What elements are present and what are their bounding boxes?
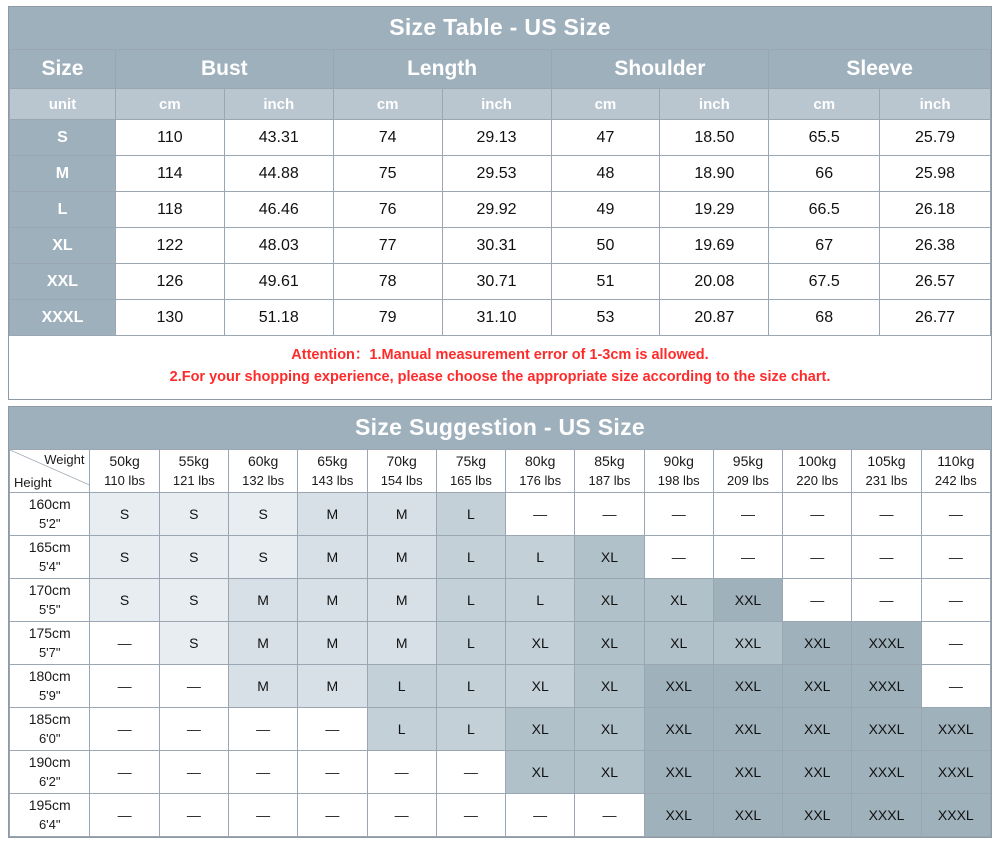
size-suggestion-panel <box>8 406 992 838</box>
size-value-cell: 50 <box>551 228 660 264</box>
suggestion-size-cell: M <box>367 535 436 578</box>
height-ft-label: 5'2" <box>38 515 61 531</box>
suggestion-size-cell: XXXL <box>852 750 921 793</box>
height-cm-label: 170cm <box>28 582 71 599</box>
size-value-cell: 51 <box>551 264 660 300</box>
suggestion-empty-cell: — <box>90 793 159 836</box>
size-value-cell: 78 <box>333 264 442 300</box>
size-value-cell: 67 <box>769 228 880 264</box>
weight-kg-label: 65kg <box>317 453 348 470</box>
suggestion-size-cell: M <box>228 578 297 621</box>
weight-header-cell <box>298 449 367 492</box>
suggestion-size-cell: XXXL <box>852 664 921 707</box>
weight-lbs-label: 242 lbs <box>934 472 977 488</box>
suggestion-size-cell: L <box>506 578 575 621</box>
suggestion-size-cell: XXL <box>644 707 713 750</box>
size-value-cell: 48.03 <box>224 228 333 264</box>
size-value-cell: 75 <box>333 156 442 192</box>
suggestion-empty-cell: — <box>852 578 921 621</box>
suggestion-row <box>10 707 991 750</box>
suggestion-row <box>10 793 991 836</box>
suggestion-size-cell: XL <box>644 578 713 621</box>
suggestion-empty-cell: — <box>228 793 297 836</box>
suggestion-size-cell: M <box>367 621 436 664</box>
size-value-cell: 26.38 <box>880 228 991 264</box>
suggestion-empty-cell: — <box>921 621 990 664</box>
attention-line-2: 2.For your shopping experience, please choose the appropriate size according to the size chart. <box>169 369 831 386</box>
weight-header-cell <box>90 449 159 492</box>
weight-header-cell <box>506 449 575 492</box>
height-ft-label: 5'7" <box>38 644 61 660</box>
size-value-cell: 20.87 <box>660 300 769 336</box>
size-value-cell: 66.5 <box>769 192 880 228</box>
suggestion-size-cell: M <box>367 492 436 535</box>
suggestion-empty-cell: — <box>436 750 505 793</box>
height-ft-label: 5'4" <box>38 558 61 574</box>
size-label-cell: L <box>10 192 116 228</box>
size-value-cell: 53 <box>551 300 660 336</box>
size-value-cell: 19.29 <box>660 192 769 228</box>
suggestion-size-cell: S <box>159 621 228 664</box>
height-cm-label: 190cm <box>28 754 71 771</box>
size-label-cell: M <box>10 156 116 192</box>
weight-kg-label: 50kg <box>109 453 140 470</box>
suggestion-size-cell: XXL <box>713 621 782 664</box>
suggestion-size-cell: XXXL <box>852 793 921 836</box>
size-value-cell: 25.79 <box>880 120 991 156</box>
suggestion-empty-cell: — <box>367 793 436 836</box>
height-cm-label: 175cm <box>28 625 71 642</box>
suggestion-size-cell: S <box>90 578 159 621</box>
weight-lbs-label: 209 lbs <box>727 472 769 488</box>
suggestion-empty-cell: — <box>852 492 921 535</box>
height-header-cell <box>10 492 90 535</box>
size-value-cell: 26.18 <box>880 192 991 228</box>
weight-header-cell <box>713 449 782 492</box>
size-value-cell: 18.90 <box>660 156 769 192</box>
size-value-cell: 114 <box>115 156 224 192</box>
size-label-cell: XL <box>10 228 116 264</box>
weight-lbs-label: 220 lbs <box>796 472 839 488</box>
corner-weight-label: Weight <box>44 451 85 467</box>
suggestion-size-cell: L <box>367 664 436 707</box>
weight-kg-label: 110kg <box>937 453 975 470</box>
weight-lbs-label: 154 lbs <box>380 472 423 488</box>
weight-header-cell <box>367 449 436 492</box>
group-header-bust: Bust <box>115 50 333 89</box>
suggestion-empty-cell: — <box>644 492 713 535</box>
attention-note <box>9 336 991 399</box>
size-value-cell: 30.71 <box>442 264 551 300</box>
suggestion-size-cell: M <box>298 621 367 664</box>
size-value-cell: 79 <box>333 300 442 336</box>
weight-header-cell <box>921 449 990 492</box>
suggestion-size-cell: XXXL <box>852 621 921 664</box>
suggestion-size-cell: XXL <box>713 664 782 707</box>
suggestion-size-cell: XXL <box>783 707 852 750</box>
weight-kg-label: 90kg <box>663 453 694 470</box>
weight-kg-label: 100kg <box>798 453 837 470</box>
suggestion-size-cell: L <box>436 664 505 707</box>
suggestion-empty-cell: — <box>228 707 297 750</box>
suggestion-size-cell: XXL <box>644 750 713 793</box>
suggestion-empty-cell: — <box>367 750 436 793</box>
size-value-cell: 26.77 <box>880 300 991 336</box>
size-value-cell: 29.92 <box>442 192 551 228</box>
suggestion-empty-cell: — <box>713 535 782 578</box>
suggestion-size-cell: XL <box>575 578 644 621</box>
weight-height-corner-cell <box>10 449 90 492</box>
weight-lbs-label: 176 lbs <box>519 472 562 488</box>
size-table-row <box>10 192 991 228</box>
height-ft-label: 6'4" <box>38 816 61 832</box>
size-value-cell: 47 <box>551 120 660 156</box>
weight-header-cell <box>228 449 297 492</box>
size-table-row <box>10 120 991 156</box>
height-cm-label: 160cm <box>28 496 71 513</box>
weight-kg-label: 80kg <box>525 453 556 470</box>
suggestion-size-cell: XXXL <box>921 793 990 836</box>
suggestion-size-cell: XXL <box>783 793 852 836</box>
suggestion-size-cell: L <box>506 535 575 578</box>
suggestion-empty-cell: — <box>159 793 228 836</box>
height-ft-label: 6'2" <box>38 773 61 789</box>
unit-bust-cm: cm <box>115 89 224 120</box>
suggestion-empty-cell: — <box>575 492 644 535</box>
height-header-cell <box>10 793 90 836</box>
height-cm-label: 195cm <box>28 797 71 814</box>
suggestion-empty-cell: — <box>90 664 159 707</box>
suggestion-row <box>10 750 991 793</box>
weight-header-cell <box>575 449 644 492</box>
unit-sleeve-cm: cm <box>769 89 880 120</box>
suggestion-size-cell: M <box>228 664 297 707</box>
suggestion-empty-cell: — <box>921 535 990 578</box>
suggestion-size-cell: S <box>159 578 228 621</box>
size-table-group-header-row <box>10 50 991 89</box>
weight-lbs-label: 187 lbs <box>588 472 631 488</box>
weight-lbs-label: 165 lbs <box>449 472 492 488</box>
height-header-cell <box>10 621 90 664</box>
suggestion-size-cell: M <box>298 578 367 621</box>
suggestion-size-cell: S <box>228 492 297 535</box>
weight-kg-label: 75kg <box>455 453 487 470</box>
suggestion-size-cell: M <box>298 492 367 535</box>
suggestion-size-cell: XXXL <box>921 750 990 793</box>
unit-label: unit <box>10 89 116 120</box>
height-header-cell <box>10 578 90 621</box>
size-table-row <box>10 156 991 192</box>
size-value-cell: 29.53 <box>442 156 551 192</box>
suggestion-header-row <box>10 449 991 492</box>
attention-line-1: Attention：1.Manual measurement error of 1-3cm is allowed. <box>291 347 709 363</box>
size-value-cell: 29.13 <box>442 120 551 156</box>
suggestion-empty-cell: — <box>921 578 990 621</box>
weight-kg-label: 95kg <box>732 453 764 470</box>
unit-length-inch: inch <box>442 89 551 120</box>
suggestion-empty-cell: — <box>783 492 852 535</box>
size-value-cell: 43.31 <box>224 120 333 156</box>
suggestion-size-cell: M <box>228 621 297 664</box>
size-value-cell: 77 <box>333 228 442 264</box>
suggestion-empty-cell: — <box>921 664 990 707</box>
suggestion-size-cell: XL <box>575 750 644 793</box>
height-ft-label: 6'0" <box>38 730 61 746</box>
size-value-cell: 51.18 <box>224 300 333 336</box>
suggestion-empty-cell: — <box>298 707 367 750</box>
weight-lbs-label: 231 lbs <box>865 472 908 488</box>
size-value-cell: 76 <box>333 192 442 228</box>
size-value-cell: 68 <box>769 300 880 336</box>
weight-lbs-label: 121 lbs <box>172 472 215 488</box>
suggestion-empty-cell: — <box>575 793 644 836</box>
size-value-cell: 18.50 <box>660 120 769 156</box>
height-header-cell <box>10 664 90 707</box>
suggestion-size-cell: XXXL <box>921 707 990 750</box>
suggestion-size-cell: L <box>436 621 505 664</box>
suggestion-empty-cell: — <box>159 707 228 750</box>
suggestion-size-cell: L <box>436 535 505 578</box>
suggestion-size-cell: XL <box>575 535 644 578</box>
suggestion-size-cell: M <box>298 535 367 578</box>
suggestion-size-cell: XXL <box>713 707 782 750</box>
suggestion-size-cell: XXL <box>783 621 852 664</box>
size-table-row <box>10 228 991 264</box>
size-value-cell: 19.69 <box>660 228 769 264</box>
height-cm-label: 185cm <box>28 711 71 728</box>
size-suggestion-title: Size Suggestion - US Size <box>9 407 991 449</box>
size-table-row <box>10 264 991 300</box>
weight-header-cell <box>159 449 228 492</box>
suggestion-empty-cell: — <box>921 492 990 535</box>
suggestion-empty-cell: — <box>228 750 297 793</box>
size-value-cell: 26.57 <box>880 264 991 300</box>
size-value-cell: 66 <box>769 156 880 192</box>
size-value-cell: 49 <box>551 192 660 228</box>
suggestion-size-cell: XL <box>506 750 575 793</box>
weight-lbs-label: 110 lbs <box>104 472 146 488</box>
suggestion-empty-cell: — <box>436 793 505 836</box>
suggestion-empty-cell: — <box>159 750 228 793</box>
suggestion-size-cell: XXL <box>644 793 713 836</box>
weight-lbs-label: 132 lbs <box>242 472 285 488</box>
suggestion-size-cell: XL <box>575 664 644 707</box>
size-value-cell: 110 <box>115 120 224 156</box>
suggestion-size-cell: S <box>159 535 228 578</box>
height-header-cell <box>10 750 90 793</box>
size-value-cell: 126 <box>115 264 224 300</box>
group-header-shoulder: Shoulder <box>551 50 769 89</box>
suggestion-empty-cell: — <box>298 750 367 793</box>
suggestion-row <box>10 492 991 535</box>
group-header-size: Size <box>10 50 116 89</box>
suggestion-size-cell: S <box>228 535 297 578</box>
height-header-cell <box>10 707 90 750</box>
weight-kg-label: 85kg <box>594 453 625 470</box>
size-label-cell: S <box>10 120 116 156</box>
suggestion-size-cell: XL <box>575 621 644 664</box>
suggestion-size-cell: XL <box>575 707 644 750</box>
suggestion-size-cell: M <box>298 664 367 707</box>
suggestion-size-cell: S <box>90 492 159 535</box>
size-value-cell: 48 <box>551 156 660 192</box>
suggestion-empty-cell: — <box>852 535 921 578</box>
weight-kg-label: 55kg <box>178 453 210 470</box>
weight-lbs-label: 198 lbs <box>657 472 700 488</box>
size-value-cell: 25.98 <box>880 156 991 192</box>
size-value-cell: 31.10 <box>442 300 551 336</box>
weight-header-cell <box>436 449 505 492</box>
suggestion-empty-cell: — <box>90 750 159 793</box>
size-table <box>9 49 991 336</box>
suggestion-size-cell: XL <box>506 621 575 664</box>
size-table-unit-row <box>10 89 991 120</box>
group-header-length: Length <box>333 50 551 89</box>
weight-kg-label: 105kg <box>867 453 906 470</box>
weight-lbs-label: 143 lbs <box>311 472 354 488</box>
height-cm-label: 180cm <box>28 668 71 685</box>
unit-bust-inch: inch <box>224 89 333 120</box>
suggestion-size-cell: L <box>436 707 505 750</box>
suggestion-empty-cell: — <box>90 621 159 664</box>
suggestion-empty-cell: — <box>644 535 713 578</box>
suggestion-size-cell: XL <box>644 621 713 664</box>
suggestion-size-cell: XXL <box>713 578 782 621</box>
suggestion-size-cell: XXL <box>713 750 782 793</box>
height-cm-label: 165cm <box>28 539 71 556</box>
suggestion-size-cell: XXL <box>644 664 713 707</box>
suggestion-row <box>10 621 991 664</box>
suggestion-row <box>10 535 991 578</box>
size-value-cell: 65.5 <box>769 120 880 156</box>
size-table-row <box>10 300 991 336</box>
suggestion-size-cell: XL <box>506 664 575 707</box>
size-value-cell: 118 <box>115 192 224 228</box>
suggestion-size-cell: S <box>159 492 228 535</box>
group-header-sleeve: Sleeve <box>769 50 991 89</box>
size-value-cell: 46.46 <box>224 192 333 228</box>
suggestion-empty-cell: — <box>506 793 575 836</box>
size-table-panel <box>8 6 992 400</box>
unit-shoulder-inch: inch <box>660 89 769 120</box>
weight-header-cell <box>644 449 713 492</box>
size-label-cell: XXL <box>10 264 116 300</box>
weight-header-cell <box>852 449 921 492</box>
size-value-cell: 130 <box>115 300 224 336</box>
suggestion-size-cell: S <box>90 535 159 578</box>
weight-header-cell <box>783 449 852 492</box>
suggestion-empty-cell: — <box>783 578 852 621</box>
size-label-cell: XXXL <box>10 300 116 336</box>
suggestion-size-cell: XL <box>506 707 575 750</box>
suggestion-empty-cell: — <box>159 664 228 707</box>
suggestion-size-cell: XXL <box>783 664 852 707</box>
size-value-cell: 30.31 <box>442 228 551 264</box>
size-value-cell: 44.88 <box>224 156 333 192</box>
suggestion-empty-cell: — <box>90 707 159 750</box>
size-value-cell: 122 <box>115 228 224 264</box>
size-value-cell: 67.5 <box>769 264 880 300</box>
suggestion-row <box>10 578 991 621</box>
suggestion-size-cell: L <box>436 578 505 621</box>
suggestion-size-cell: L <box>367 707 436 750</box>
size-value-cell: 20.08 <box>660 264 769 300</box>
suggestion-empty-cell: — <box>783 535 852 578</box>
corner-height-label: Height <box>14 474 52 490</box>
size-value-cell: 49.61 <box>224 264 333 300</box>
height-ft-label: 5'9" <box>38 687 61 703</box>
suggestion-empty-cell: — <box>713 492 782 535</box>
unit-shoulder-cm: cm <box>551 89 660 120</box>
suggestion-size-cell: M <box>367 578 436 621</box>
suggestion-empty-cell: — <box>506 492 575 535</box>
size-table-title: Size Table - US Size <box>9 7 991 49</box>
unit-length-cm: cm <box>333 89 442 120</box>
height-ft-label: 5'5" <box>38 601 61 617</box>
weight-kg-label: 70kg <box>386 453 417 470</box>
size-suggestion-table <box>9 449 991 837</box>
suggestion-empty-cell: — <box>298 793 367 836</box>
unit-sleeve-inch: inch <box>880 89 991 120</box>
weight-kg-label: 60kg <box>247 453 279 470</box>
height-header-cell <box>10 535 90 578</box>
suggestion-size-cell: L <box>436 492 505 535</box>
suggestion-size-cell: XXL <box>713 793 782 836</box>
suggestion-size-cell: XXXL <box>852 707 921 750</box>
suggestion-size-cell: XXL <box>783 750 852 793</box>
size-value-cell: 74 <box>333 120 442 156</box>
suggestion-row <box>10 664 991 707</box>
